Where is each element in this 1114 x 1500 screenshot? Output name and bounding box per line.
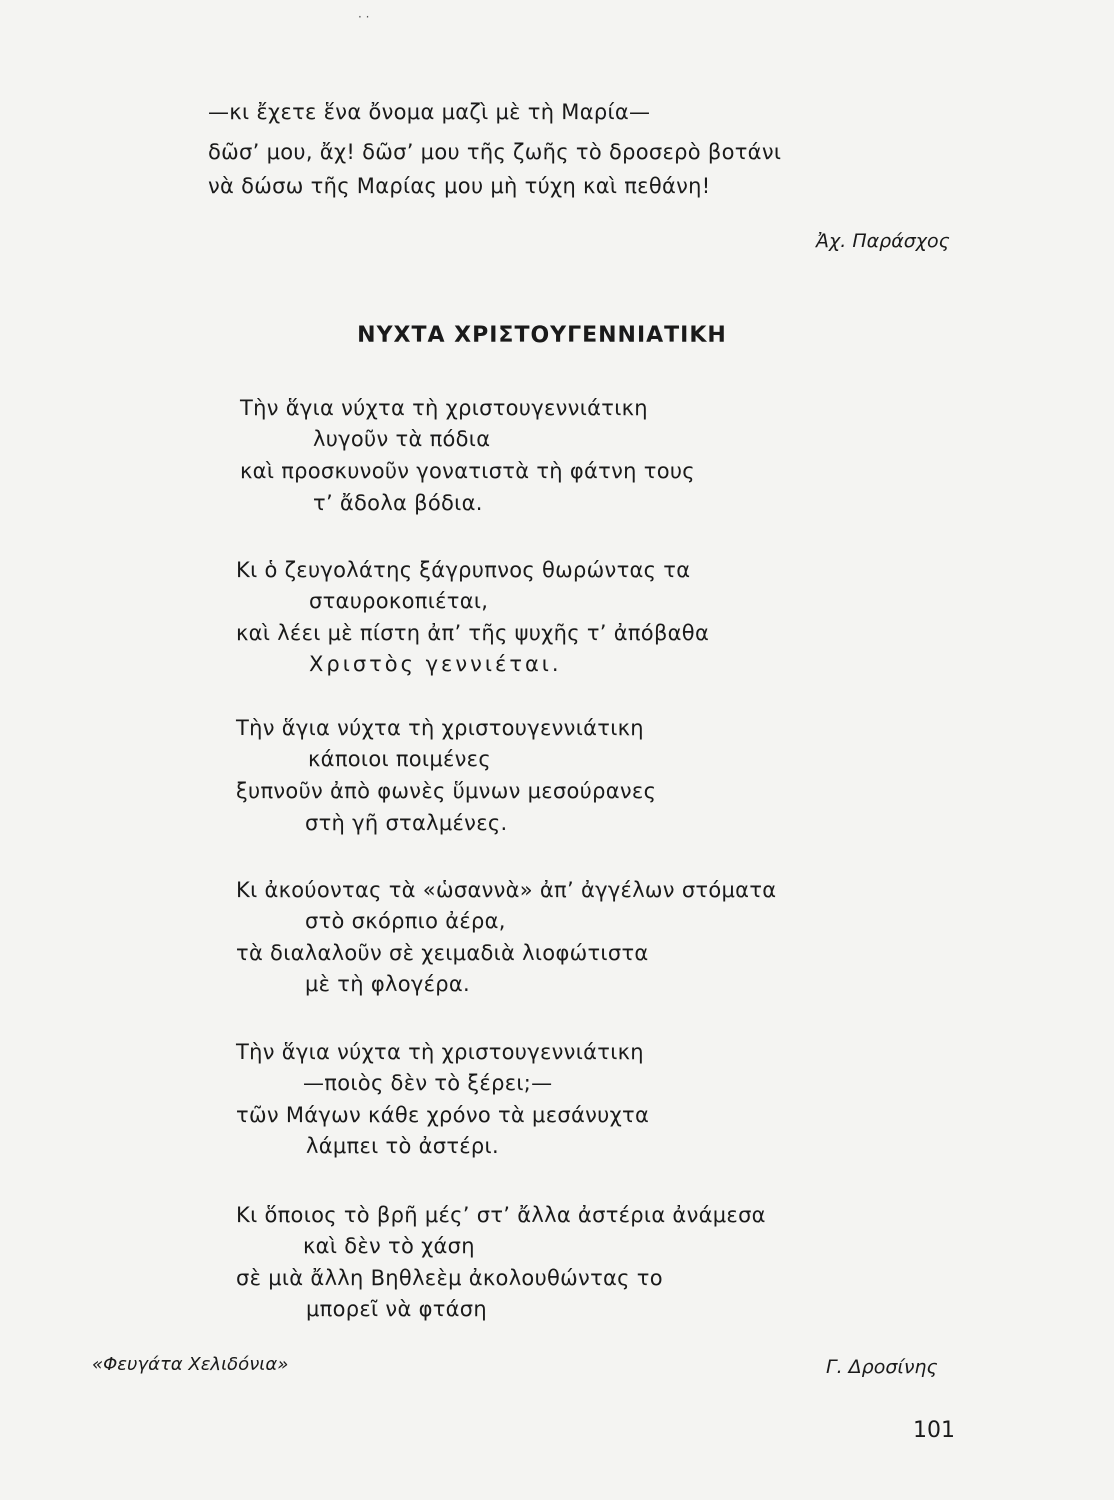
- poem-line: στὴ γῆ σταλμένες.: [305, 811, 508, 835]
- poem-line: τ’ ἄδολα βόδια.: [313, 491, 483, 515]
- poem-title: ΝΥΧΤΑ ΧΡΙΣΤΟΥΓΕΝΝΙΑΤΙΚΗ: [357, 323, 727, 348]
- poem-line: στὸ σκόρπιο ἀέρα,: [305, 909, 506, 933]
- first-poem-author: Ἀχ. Παράσχος: [816, 230, 950, 252]
- poem-author: Γ. Δροσίνης: [826, 1356, 938, 1378]
- poem-line: καὶ δὲν τὸ χάση: [303, 1234, 475, 1258]
- poem-line: Χριστὸς γεννιέται.: [309, 652, 562, 676]
- page-number: 101: [913, 1418, 955, 1443]
- poem-line: νὰ δώσω τῆς Μαρίας μου μὴ τύχη καὶ πεθάνη!: [208, 174, 711, 198]
- poem-line: μὲ τὴ φλογέρα.: [305, 972, 470, 996]
- poem-line: Κι ὅποιος τὸ βρῆ μές’ στ’ ἄλλα ἀστέρια ἀνάμεσα: [236, 1203, 766, 1227]
- poem-line: δῶσ’ μου, ἄχ! δῶσ’ μου τῆς ζωῆς τὸ δροσερὸ βοτάνι: [208, 140, 782, 164]
- poem-line: μπορεῖ νὰ φτάση: [306, 1297, 488, 1321]
- poem-line: —ποιὸς δὲν τὸ ξέρει;—: [303, 1071, 553, 1095]
- poem-line: λυγοῦν τὰ πόδια: [313, 427, 491, 451]
- poem-line: καὶ λέει μὲ πίστη ἀπ’ τῆς ψυχῆς τ’ ἀπόβαθα: [236, 621, 710, 645]
- poem-line: λάμπει τὸ ἀστέρι.: [306, 1134, 499, 1158]
- poem-line: σταυροκοπιέται,: [309, 589, 489, 613]
- print-mark: · ·: [358, 10, 370, 24]
- poem-line: —κι ἔχετε ἕνα ὄνομα μαζὶ μὲ τὴ Μαρία—: [208, 100, 651, 124]
- poem-line: Τὴν ἅγια νύχτα τὴ χριστουγεννιάτικη: [236, 1040, 644, 1064]
- poem-line: Τὴν ἅγια νύχτα τὴ χριστουγεννιάτικη: [240, 396, 648, 420]
- poem-line: κάποιοι ποιμένες: [308, 747, 491, 771]
- poem-line: σὲ μιὰ ἄλλη Βηθλεὲμ ἀκολουθώντας το: [236, 1266, 663, 1290]
- poem-line: τῶν Μάγων κάθε χρόνο τὰ μεσάνυχτα: [236, 1103, 650, 1127]
- poem-line: τὰ διαλαλοῦν σὲ χειμαδιὰ λιοφώτιστα: [236, 941, 649, 965]
- poem-line: Κι ὁ ζευγολάτης ξάγρυπνος θωρώντας τα: [236, 558, 691, 582]
- poem-line: Κι ἀκούοντας τὰ «ὡσαννὰ» ἀπ’ ἀγγέλων στόματα: [236, 878, 777, 902]
- poem-line: Τὴν ἅγια νύχτα τὴ χριστουγεννιάτικη: [236, 716, 644, 740]
- poem-line: καὶ προσκυνοῦν γονατιστὰ τὴ φάτνη τους: [240, 459, 695, 483]
- poem-source: «Φευγάτα Χελιδόνια»: [92, 1354, 289, 1375]
- poem-line: ξυπνοῦν ἀπὸ φωνὲς ὕμνων μεσούρανες: [236, 779, 657, 803]
